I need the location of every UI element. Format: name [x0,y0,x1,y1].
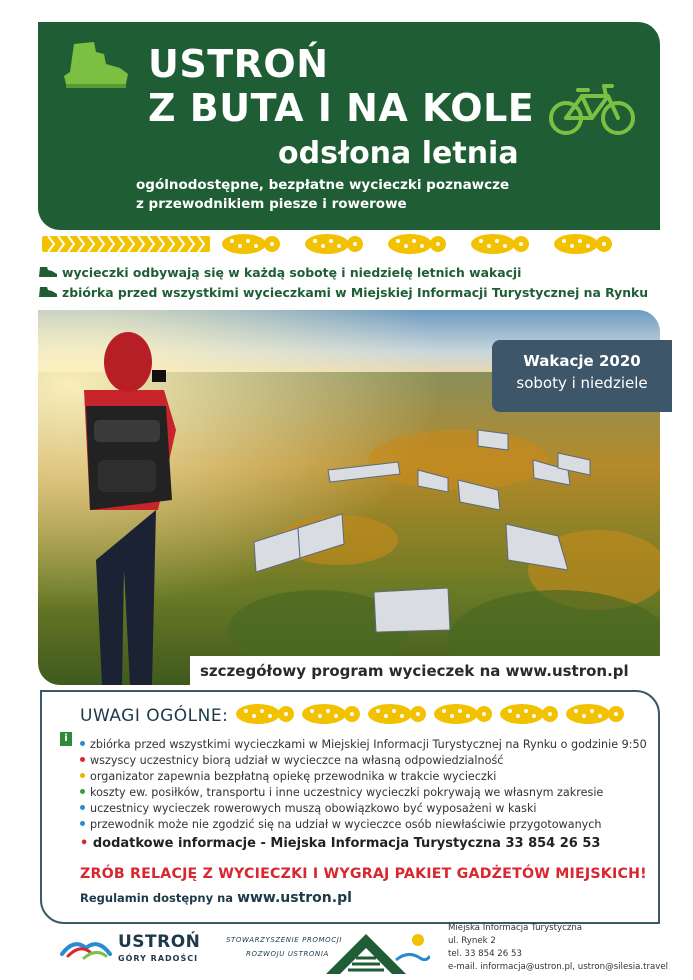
association-logo [226,930,436,974]
ustron-logo [60,932,220,972]
subtitle-line-1: ogólnodostępne, bezpłatne wycieczki poznawcze [136,177,510,193]
association-logo-mark [326,930,430,974]
regulamin-label: Regulamin dostępny na [80,891,234,905]
rule-text: uczestnicy wycieczek rowerowych muszą obowiązkowo być wyposażeni w kaski [90,802,537,815]
bicycle-icon [548,80,636,138]
regulamin-line [80,890,352,906]
dates-badge [492,340,672,412]
extra-bullet: • [80,836,89,851]
info-icon: i [60,732,72,746]
extra-info [80,836,600,851]
boot-icon [38,266,58,278]
footprint-icon [566,703,624,725]
contest-callout: ZRÓB RELACJĘ Z WYCIECZKI I WYGRAJ PAKIET GADŻETÓW MIEJSKICH! [80,866,647,882]
footprint-icon [368,703,426,725]
header-banner [38,22,660,230]
contact-line: e-mail. informacja@ustron.pl, ustron@silesia.travel [448,962,669,972]
highlight-text: zbiórka przed wszystkimi wycieczkami w Miejskiej Informacji Turystycznej na Rynku [62,285,649,300]
rule-item [80,754,503,767]
regulamin-link[interactable]: www.ustron.pl [237,890,352,906]
bullet-dot [80,741,85,746]
association-name-line-2: ROZWOJU USTRONIA [246,950,329,958]
general-notes-title: UWAGI OGÓLNE: [80,706,229,726]
bullet-dot [80,757,85,762]
program-note: szczegółowy program wycieczek na www.ustron.pl [190,656,680,686]
footprint-icon [471,233,529,255]
tire-tread-icon [42,236,210,252]
rule-item [80,818,602,831]
rule-text: koszty ew. posiłków, transportu i inne uczestnicy wycieczki pokrywają we własnym zakresie [90,786,604,799]
footprint-icon [434,703,492,725]
rule-text: organizator zapewnia bezpłatną opiekę przewodnika w trakcie wycieczki [90,770,497,783]
highlight-item [38,285,648,300]
contact-line: Miejska Informacja Turystyczna [448,923,583,933]
extra-info-text: dodatkowe informacje - Miejska Informacja Turystyczna 33 854 26 53 [92,836,601,851]
rule-text: przewodnik może nie zgodzić się na udział w wycieczce osób niewłaściwie przygotowanych [90,818,602,831]
rule-item [80,786,603,799]
title-line-2: Z BUTA I NA KOLE [148,86,535,130]
subtitle [136,176,509,214]
footprint-icon [305,233,363,255]
contact-line: ul. Rynek 2 [448,936,496,946]
subtitle-line-2: z przewodnikiem piesze i rowerowe [136,196,407,212]
footprint-icon [302,703,360,725]
boot-icon [60,38,132,90]
ustron-logo-mark [60,934,112,962]
rule-item [80,738,647,751]
contact-block [448,922,668,974]
rule-item [80,802,537,815]
bullet-dot [80,773,85,778]
footprint-icon [500,703,558,725]
badge-line-2: soboty i niedziele [516,374,648,392]
title-line-1: USTROŃ [148,42,329,86]
highlight-text: wycieczki odbywają się w każdą sobotę i niedzielę letnich wakacji [62,265,522,280]
rule-text: zbiórka przed wszystkimi wycieczkami w Miejskiej Informacji Turystycznej na Rynku o godzinie 9:50 [90,738,647,751]
boot-icon [38,286,58,298]
footprint-icon [554,233,612,255]
badge-line-1: Wakacje 2020 [523,352,641,370]
ustron-logo-name: USTROŃ [118,932,201,952]
bullet-dot [80,789,85,794]
rule-text: wszyscy uczestnicy biorą udział w wycieczce na własną odpowiedzialność [90,754,504,767]
highlight-item [38,265,521,280]
association-name-line-1: STOWARZYSZENIE PROMOCJI [226,936,343,944]
bullet-dot [80,821,85,826]
footprint-icon [222,233,280,255]
ustron-logo-tagline: GÓRY RADOŚCI [118,954,199,963]
contact-line: tel. 33 854 26 53 [448,949,522,959]
footprint-icon [236,703,294,725]
footprint-icon [388,233,446,255]
title-line-3: odsłona letnia [278,136,519,171]
rule-item [80,770,496,783]
bullet-dot [80,805,85,810]
